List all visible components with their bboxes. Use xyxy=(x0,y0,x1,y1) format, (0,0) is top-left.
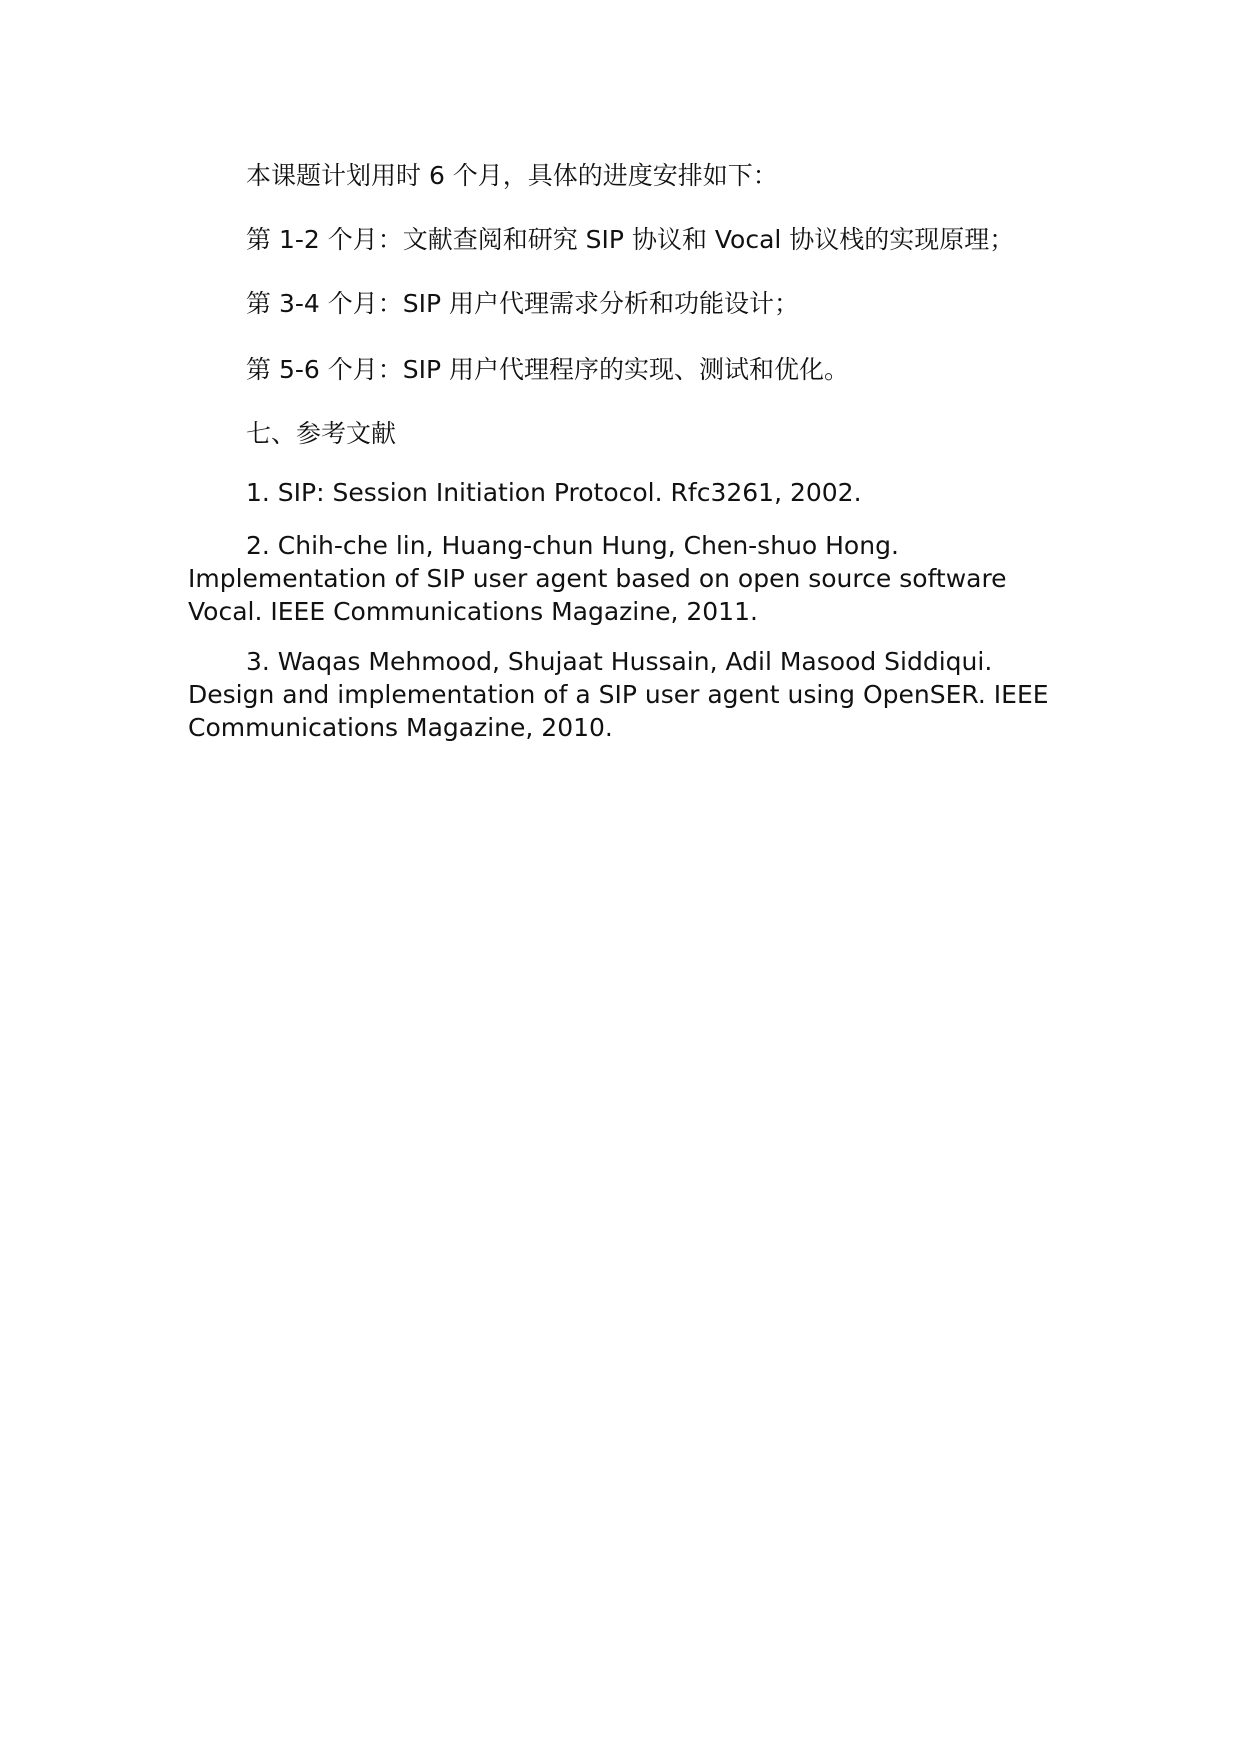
schedule-item-months-3-4: 第 3-4 个月：SIP 用户代理需求分析和功能设计； xyxy=(246,289,799,318)
schedule-item-months-1-2: 第 1-2 个月：文献查阅和研究 SIP 协议和 Vocal 协议栈的实现原理； xyxy=(246,225,1015,254)
reference-item-1: 1. SIP: Session Initiation Protocol. Rfc3261, 2002. xyxy=(246,478,862,507)
schedule-intro: 本课题计划用时 6 个月，具体的进度安排如下： xyxy=(246,161,778,190)
reference-item-2: 2. Chih-che lin, Huang-chun Hung, Chen-shuo Hong. Implementation of SIP user agent based on open source software Vocal. IEEE Communications Magazine, 2011. xyxy=(188,531,1007,626)
reference-item-3: 3. Waqas Mehmood, Shujaat Hussain, Adil Masood Siddiqui. Design and implementation of a SIP user agent using OpenSER. IEEE Communications Magazine, 2010. xyxy=(188,647,1049,742)
schedule-item-months-5-6: 第 5-6 个月：SIP 用户代理程序的实现、测试和优化。 xyxy=(246,355,849,384)
references-heading: 七、参考文献 xyxy=(246,419,397,448)
